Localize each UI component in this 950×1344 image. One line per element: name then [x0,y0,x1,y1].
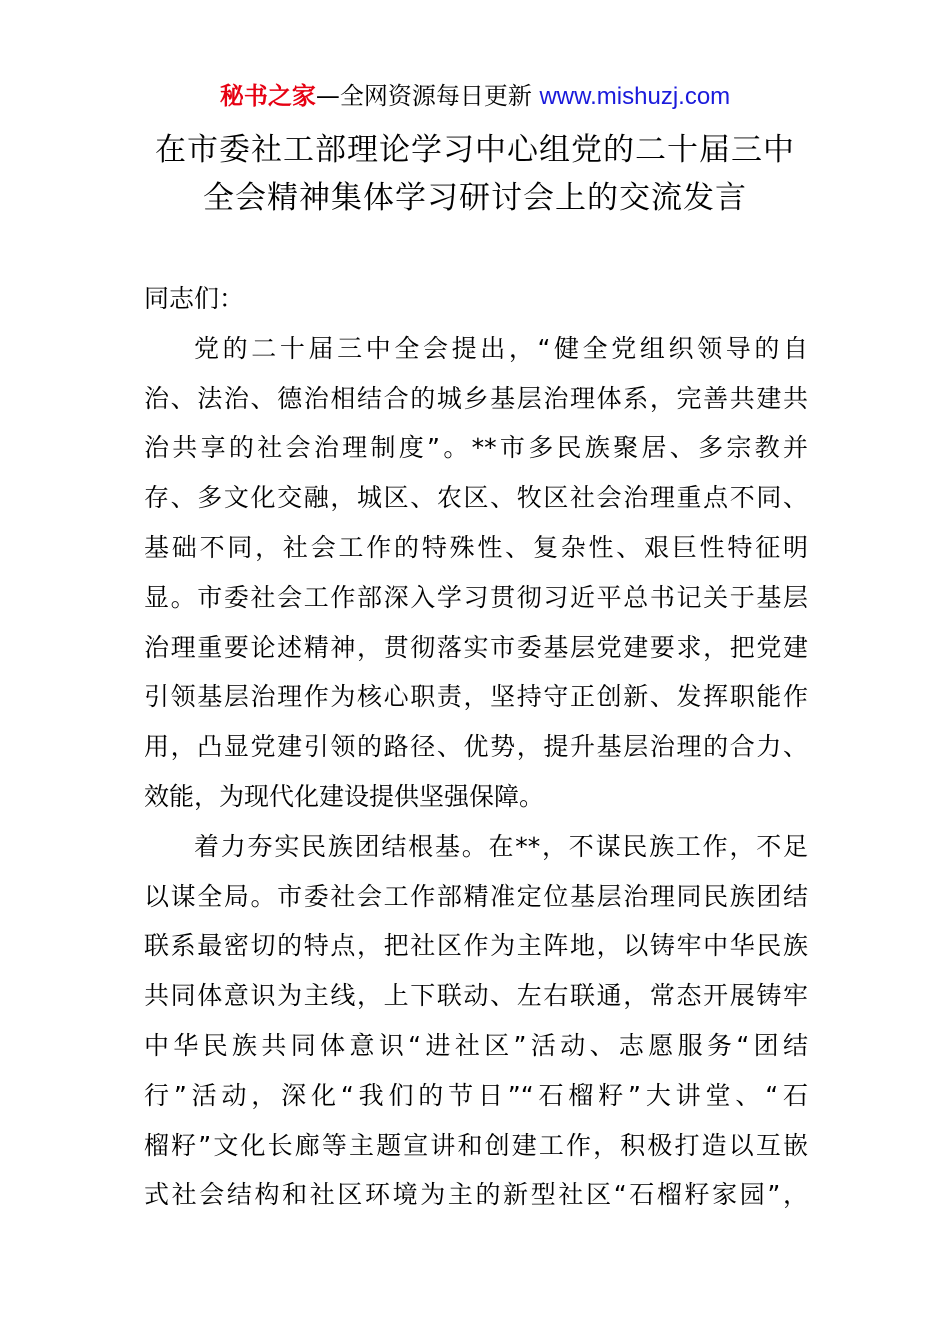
document-body [144,274,808,1220]
paragraph-line: 式社会结构和社区环境为主的新型社区“石榴籽家园”， [144,1180,808,1210]
paragraph-line: 治共享的社会治理制度”。**市多民族聚居、多宗教并 [144,433,808,463]
paragraph-line: 联系最密切的特点，把社区作为主阵地，以铸牢中华民族 [144,931,808,961]
paragraph-line: 显。市委社会工作部深入学习贯彻习近平总书记关于基层 [144,582,808,612]
paragraph [144,324,808,822]
paragraph-line: 基础不同，社会工作的特殊性、复杂性、艰巨性特征明 [144,532,808,562]
document-title [100,126,850,222]
site-banner [0,80,950,113]
paragraph-line: 行”活动，深化“我们的节日”“石榴籽”大讲堂、“石 [144,1080,808,1110]
paragraph-line: 引领基层治理作为核心职责，坚持守正创新、发挥职能作 [144,682,808,712]
site-brand: 秘书之家 [219,82,316,110]
paragraph-line: 用，凸显党建引领的路径、优势，提升基层治理的合力、 [144,732,808,762]
paragraph-line: 以谋全局。市委社会工作部精准定位基层治理同民族团结 [144,881,808,911]
site-tagline: —全网资源每日更新 [315,82,540,110]
paragraph-line: 治、法治、德治相结合的城乡基层治理体系，完善共建共 [144,383,808,413]
title-line: 全会精神集体学习研讨会上的交流发言 [203,180,747,216]
paragraph-line: 榴籽”文化长廊等主题宣讲和创建工作，积极打造以互嵌 [144,1130,808,1160]
paragraph [144,822,808,1220]
site-url-link[interactable]: www.mishuzj.com [539,83,731,110]
salutation: 同志们： [144,284,245,313]
paragraph-line: 着力夯实民族团结根基。在**，不谋民族工作，不足 [194,831,808,861]
paragraph-line: 效能，为现代化建设提供坚强保障。 [144,781,545,811]
title-line: 在市委社工部理论学习中心组党的二十届三中 [155,132,795,168]
paragraph-line: 党的二十届三中全会提出，“健全党组织领导的自 [194,333,808,363]
paragraph-line: 中华民族共同体意识“进社区”活动、志愿服务“团结 [144,1030,808,1060]
paragraph-line: 治理重要论述精神，贯彻落实市委基层党建要求，把党建 [144,632,808,662]
paragraph-line: 共同体意识为主线，上下联动、左右联通，常态开展铸牢 [144,981,808,1011]
paragraph-line: 存、多文化交融，城区、农区、牧区社会治理重点不同、 [144,483,808,513]
